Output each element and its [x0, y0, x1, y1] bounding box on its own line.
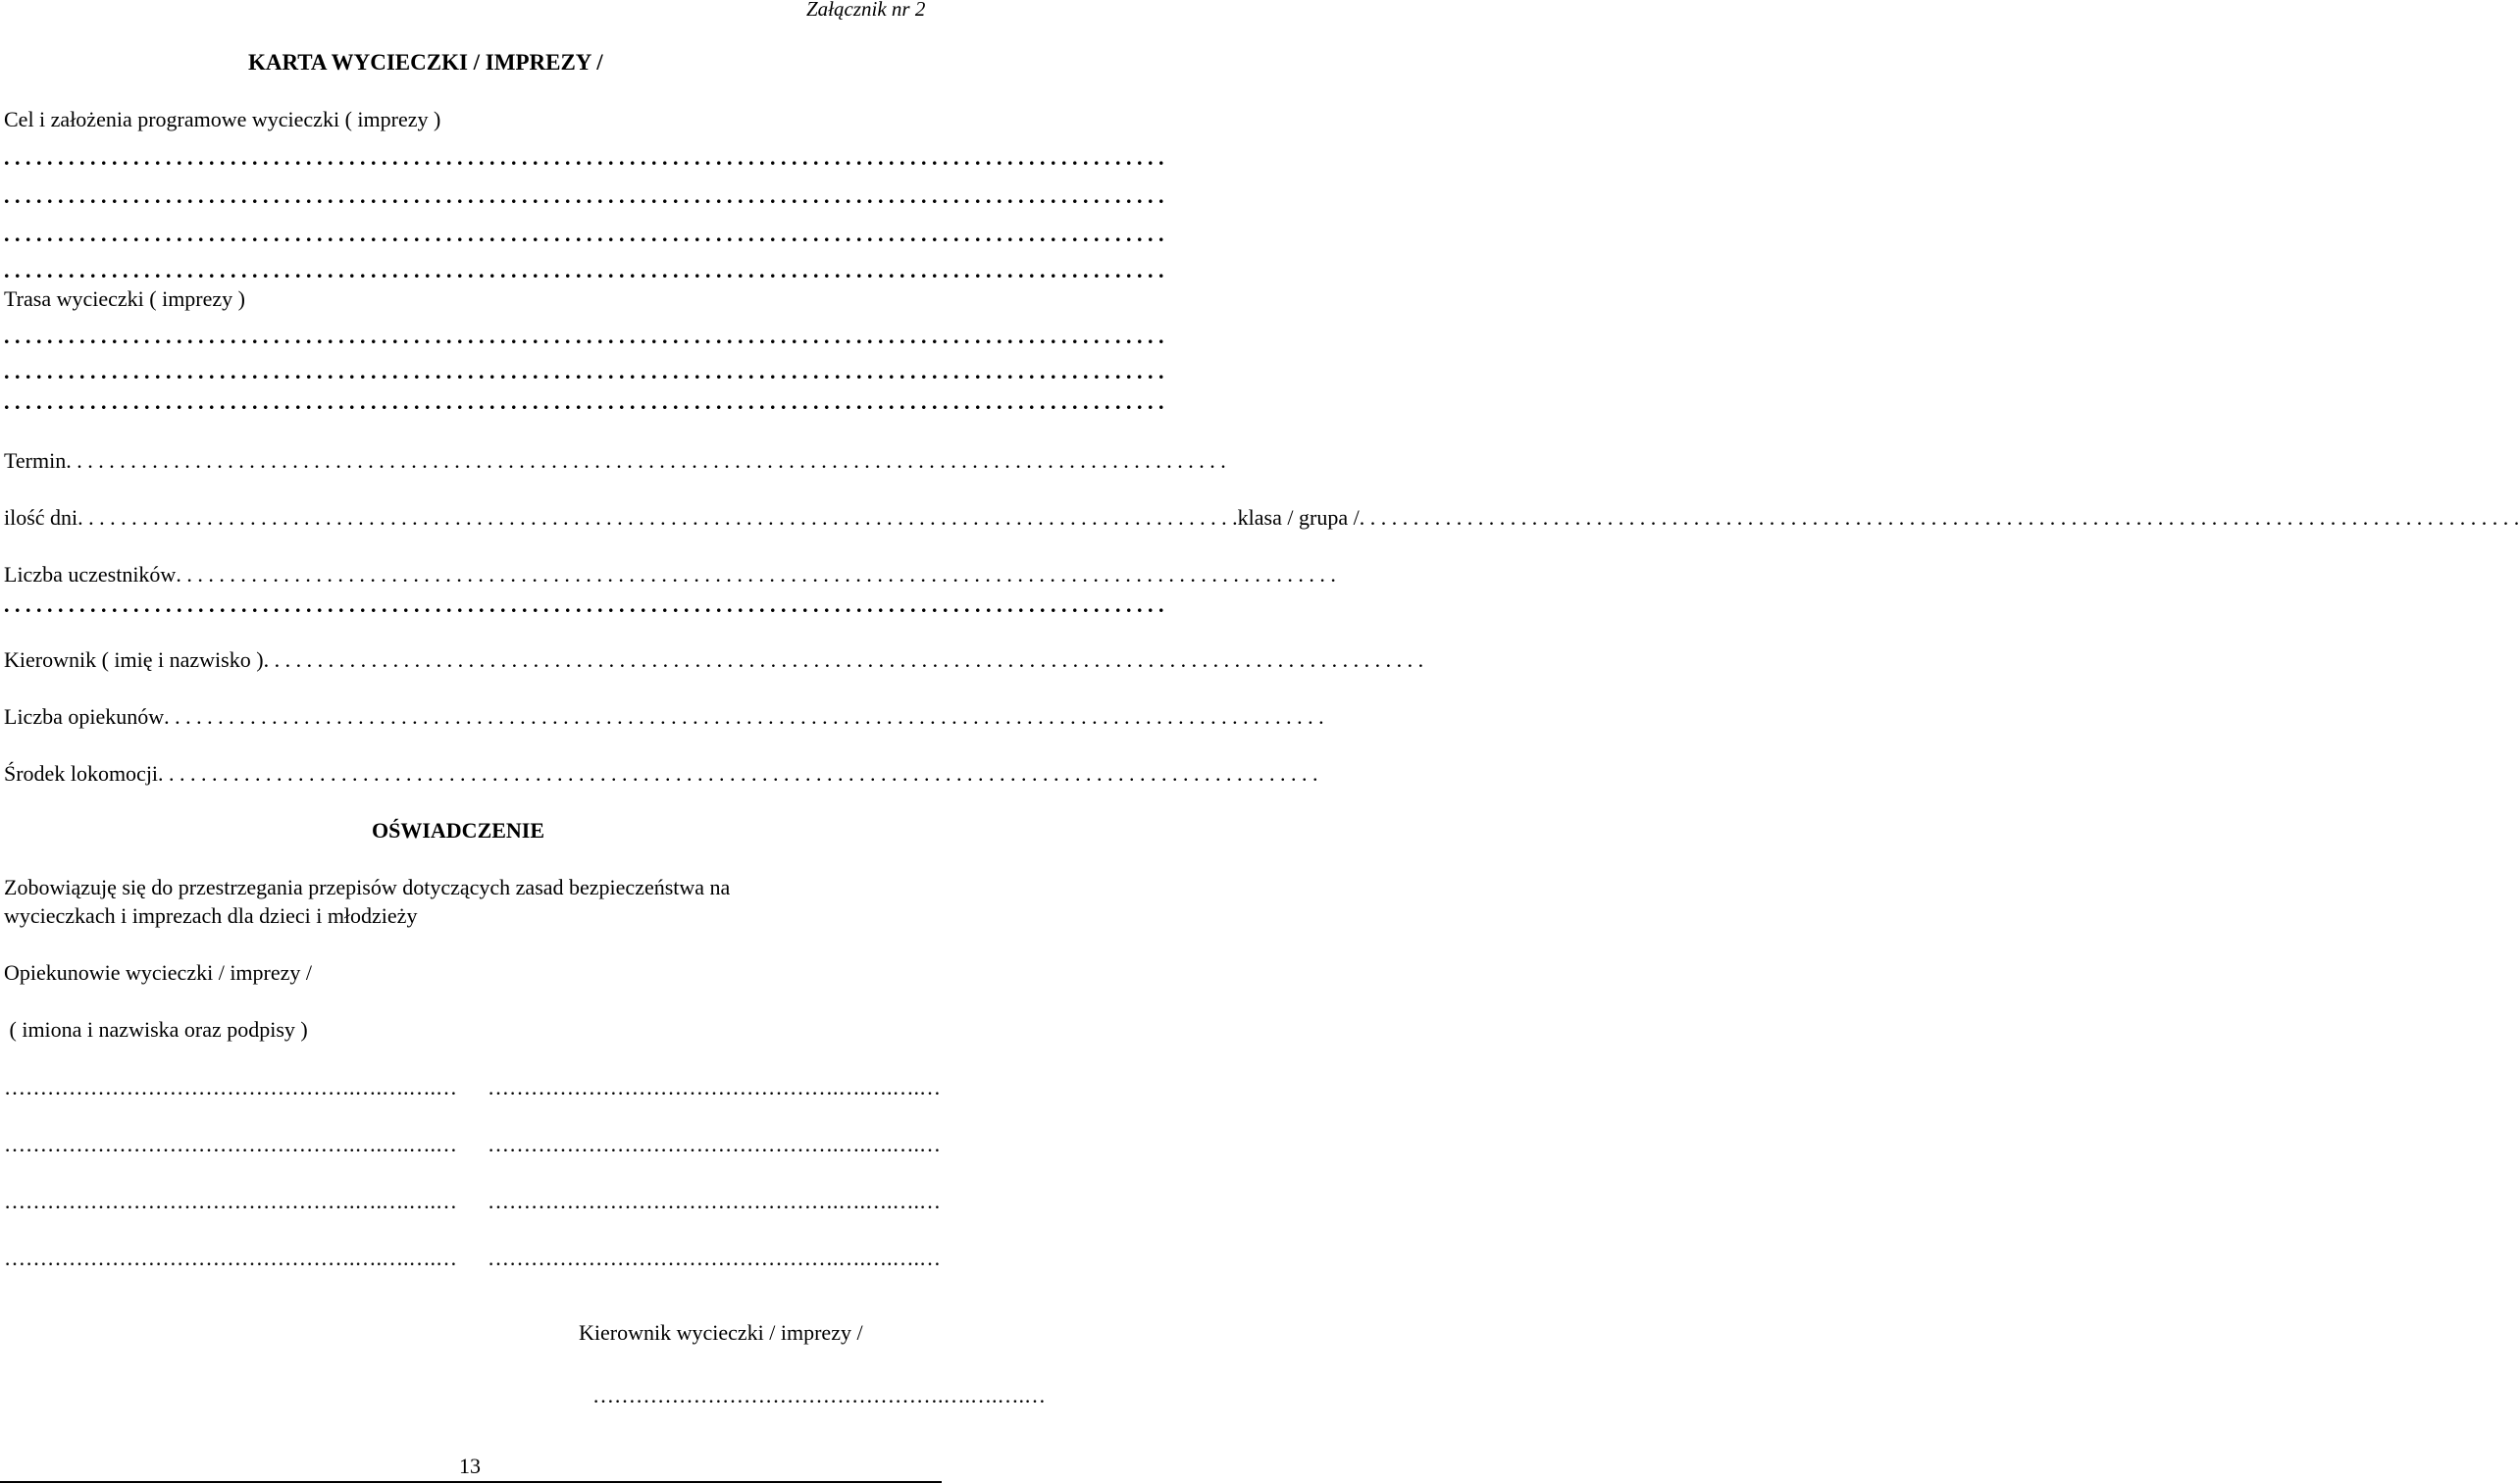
guardian-signature-line[interactable]: ………………………………………….….….….…	[4, 1075, 457, 1100]
class-label: klasa / grupa /	[1237, 505, 1360, 530]
guardian-signature-line[interactable]: ………………………………………….….….….…	[488, 1189, 941, 1213]
participants-field[interactable]: . . . . . . . . . . . . . . . . . . . . . . . . . . . . . . . . . . . . . . . . . . . . . . . . . . . . . . . . . . . . . . . . . . . . . . . . . . . . . . . . . . . . . . . . . . . . . . . . . . . . . . . . . . . .	[176, 562, 1336, 587]
guardian-signature-line[interactable]: ………………………………………….….….….…	[488, 1132, 941, 1156]
days-label: ilość dni	[4, 505, 78, 530]
attachment-label: Załącznik nr 2	[806, 0, 926, 21]
date-field[interactable]: . . . . . . . . . . . . . . . . . . . . . . . . . . . . . . . . . . . . . . . . . . . . . . . . . . . . . . . . . . . . . . . . . . . . . . . . . . . . . . . . . . . . . . . . . . . . . . . . . . . . . . . . . . . .	[66, 448, 1226, 473]
days-row[interactable]	[4, 505, 2519, 531]
guardians-label: Opiekunowie wycieczki / imprezy /	[4, 960, 313, 985]
guardian-signature-line[interactable]: ………………………………………….….….….…	[488, 1075, 941, 1100]
leader-signature-label: Kierownik wycieczki / imprezy /	[579, 1320, 863, 1345]
transport-label: Środek lokomocji	[4, 761, 159, 786]
participants-label: Liczba uczestników	[4, 562, 177, 587]
declaration-heading: OŚWIADCZENIE	[372, 818, 545, 843]
goal-line-3[interactable]: . . . . . . . . . . . . . . . . . . . . . . . . . . . . . . . . . . . . . . . . . . . . . . . . . . . . . . . . . . . . . . . . . . . . . . . . . . . . . . . . . . . . . . . . . . . . . . . . . . . . . . . . . . . .	[4, 222, 1164, 246]
route-line-1[interactable]: . . . . . . . . . . . . . . . . . . . . . . . . . . . . . . . . . . . . . . . . . . . . . . . . . . . . . . . . . . . . . . . . . . . . . . . . . . . . . . . . . . . . . . . . . . . . . . . . . . . . . . . . . . . .	[4, 324, 1164, 348]
participants-line-2[interactable]: . . . . . . . . . . . . . . . . . . . . . . . . . . . . . . . . . . . . . . . . . . . . . . . . . . . . . . . . . . . . . . . . . . . . . . . . . . . . . . . . . . . . . . . . . . . . . . . . . . . . . . . . . . . .	[4, 592, 1164, 617]
days-field[interactable]: . . . . . . . . . . . . . . . . . . . . . . . . . . . . . . . . . . . . . . . . . . . . . . . . . . . . . . . . . . . . . . . . . . . . . . . . . . . . . . . . . . . . . . . . . . . . . . . . . . . . . . . . . . . .	[77, 505, 1238, 530]
participants-row[interactable]	[4, 562, 1336, 588]
page-title: KARTA WYCIECZKI / IMPREZY /	[248, 50, 603, 75]
declaration-line-1: Zobowiązuję się do przestrzegania przepisów dotyczących zasad bezpieczeństwa na	[4, 875, 731, 899]
guardian-signature-line[interactable]: ………………………………………….….….….…	[4, 1246, 457, 1270]
leader-signature-line[interactable]: ………………………………………….….….….…	[592, 1383, 1046, 1407]
goal-label: Cel i założenia programowe wycieczki ( imprezy )	[4, 107, 441, 131]
guardian-signature-line[interactable]: ………………………………………….….….….…	[4, 1132, 457, 1156]
guardians-count-row[interactable]	[4, 704, 1324, 730]
route-line-2[interactable]: . . . . . . . . . . . . . . . . . . . . . . . . . . . . . . . . . . . . . . . . . . . . . . . . . . . . . . . . . . . . . . . . . . . . . . . . . . . . . . . . . . . . . . . . . . . . . . . . . . . . . . . . . . . .	[4, 359, 1164, 384]
guardians-note: ( imiona i nazwiska oraz podpisy )	[4, 1017, 308, 1042]
leader-row[interactable]	[4, 647, 1424, 673]
leader-field[interactable]: . . . . . . . . . . . . . . . . . . . . . . . . . . . . . . . . . . . . . . . . . . . . . . . . . . . . . . . . . . . . . . . . . . . . . . . . . . . . . . . . . . . . . . . . . . . . . . . . . . . . . . . . . . . .	[263, 647, 1424, 672]
goal-line-1[interactable]: . . . . . . . . . . . . . . . . . . . . . . . . . . . . . . . . . . . . . . . . . . . . . . . . . . . . . . . . . . . . . . . . . . . . . . . . . . . . . . . . . . . . . . . . . . . . . . . . . . . . . . . . . . . .	[4, 145, 1164, 170]
declaration-line-2: wycieczkach i imprezach dla dzieci i młodzieży	[4, 903, 418, 928]
guardian-signature-line[interactable]: ………………………………………….….….….…	[488, 1246, 941, 1270]
date-row[interactable]	[4, 448, 1226, 474]
footer-rule	[0, 1481, 942, 1483]
transport-row[interactable]	[4, 761, 1318, 787]
class-field[interactable]: . . . . . . . . . . . . . . . . . . . . . . . . . . . . . . . . . . . . . . . . . . . . . . . . . . . . . . . . . . . . . . . . . . . . . . . . . . . . . . . . . . . . . . . . . . . . . . . . . . . . . . . . . . . .	[1359, 505, 2519, 530]
guardian-signature-line[interactable]: ………………………………………….….….….…	[4, 1189, 457, 1213]
goal-line-4[interactable]: . . . . . . . . . . . . . . . . . . . . . . . . . . . . . . . . . . . . . . . . . . . . . . . . . . . . . . . . . . . . . . . . . . . . . . . . . . . . . . . . . . . . . . . . . . . . . . . . . . . . . . . . . . . .	[4, 258, 1164, 282]
date-label: Termin	[4, 448, 67, 473]
leader-label: Kierownik ( imię i nazwisko )	[4, 647, 264, 672]
page-number: 13	[459, 1454, 481, 1478]
guardians-count-label: Liczba opiekunów	[4, 704, 165, 729]
route-label: Trasa wycieczki ( imprezy )	[4, 286, 245, 311]
route-line-3[interactable]: . . . . . . . . . . . . . . . . . . . . . . . . . . . . . . . . . . . . . . . . . . . . . . . . . . . . . . . . . . . . . . . . . . . . . . . . . . . . . . . . . . . . . . . . . . . . . . . . . . . . . . . . . . . .	[4, 389, 1164, 414]
guardians-count-field[interactable]: . . . . . . . . . . . . . . . . . . . . . . . . . . . . . . . . . . . . . . . . . . . . . . . . . . . . . . . . . . . . . . . . . . . . . . . . . . . . . . . . . . . . . . . . . . . . . . . . . . . . . . . . . . . .	[164, 704, 1324, 729]
transport-field[interactable]: . . . . . . . . . . . . . . . . . . . . . . . . . . . . . . . . . . . . . . . . . . . . . . . . . . . . . . . . . . . . . . . . . . . . . . . . . . . . . . . . . . . . . . . . . . . . . . . . . . . . . . . . . . . .	[158, 761, 1318, 786]
goal-line-2[interactable]: . . . . . . . . . . . . . . . . . . . . . . . . . . . . . . . . . . . . . . . . . . . . . . . . . . . . . . . . . . . . . . . . . . . . . . . . . . . . . . . . . . . . . . . . . . . . . . . . . . . . . . . . . . . .	[4, 183, 1164, 208]
